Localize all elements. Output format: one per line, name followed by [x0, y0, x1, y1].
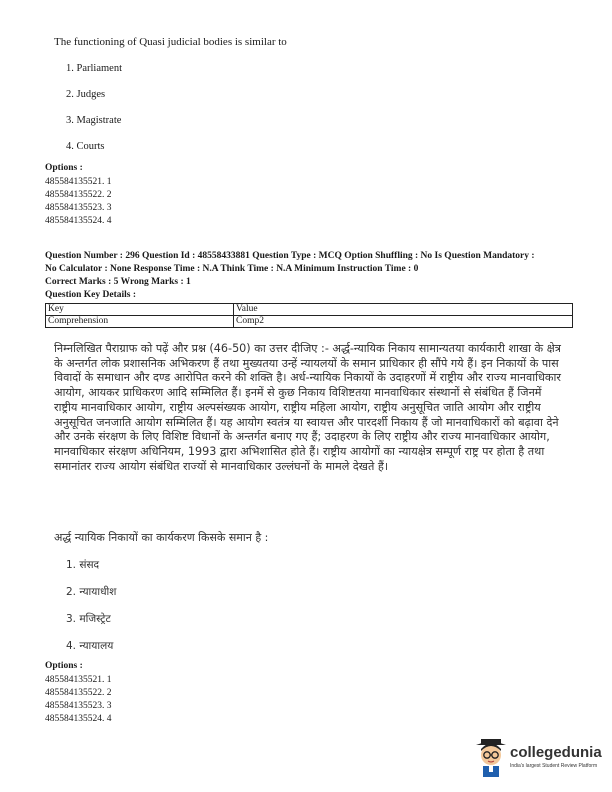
table-cell-value: Comp2 [234, 316, 573, 328]
collegedunia-mascot-icon [474, 738, 508, 778]
meta-line-4: Question Key Details : [45, 290, 137, 300]
option-4: 4. Courts [66, 141, 105, 152]
table-row [46, 316, 573, 328]
hindi-option-3: 3. मजिस्ट्रेट [66, 613, 111, 625]
option-id-1: 485584135521. 1 [45, 177, 112, 187]
option-id-2-3: 485584135523. 3 [45, 701, 112, 711]
option-1: 1. Parliament [66, 63, 122, 74]
options-heading-2: Options : [45, 661, 83, 671]
meta-line-3: Correct Marks : 5 Wrong Marks : 1 [45, 277, 191, 287]
hindi-option-1: 1. संसद [66, 559, 100, 571]
table-cell-key: Comprehension [46, 316, 234, 328]
option-id-2-4: 485584135524. 4 [45, 714, 112, 724]
meta-line-2: No Calculator : None Response Time : N.A Think Time : N.A Minimum Instruction Time : 0 [45, 264, 419, 274]
hindi-option-2: 2. न्यायाधीश [66, 586, 117, 598]
option-3: 3. Magistrate [66, 115, 122, 126]
question-key-table [45, 303, 573, 328]
table-header-row [46, 304, 573, 316]
brand-name: collegedunia [510, 744, 602, 761]
option-id-2-2: 485584135522. 2 [45, 688, 112, 698]
option-id-3: 485584135523. 3 [45, 203, 112, 213]
option-2: 2. Judges [66, 89, 106, 100]
option-id-4: 485584135524. 4 [45, 216, 112, 226]
options-heading: Options : [45, 163, 83, 173]
hindi-question-text: अर्द्ध न्यायिक निकायों का कार्यकरण किसके समान है : [54, 531, 269, 544]
hindi-passage: निम्नलिखित पैराग्राफ को पढ़ें और प्रश्न (46-50) का उत्तर दीजिए :- अर्द्ध-न्यायिक निकाय सामान्यतया कार्यकारी शाखा के क्षेत्र के अन्तर्गत लोक प्रशासनिक अभिकरण हैं तथा मुख्यतया उन्हें न्यायलयों के समान प्राधिकार ही सौंपे गये हैं। इन निकायों के पास विवादों के समाधान और दण्ड आरोपित करने की शक्ति है। अर्ध-न्यायिक निकायों के उदाहरणों में राष्ट्रीय और राज्य मानवाधिकार आयोग, आयकर प्राधिकरण आदि सम्मिलित हैं। इनमें से कुछ निकाय विशिष्टतया मानवाधिकार संस्थानों से संबंधित हैं जिनमें राष्ट्रीय मानवाधिकार आयोग, राष्ट्रीय अल्पसंख्यक आयोग, राष्ट्रीय महिला आयोग, राष्ट्रीय अनुसूचित जाति आयोग और राष्ट्रीय अनुसूचित जनजाति आयोग सम्मिलित हैं। यह आयोग स्वतंत्र या स्वायत्त और पारदर्शी निकाय हैं जो मानवाधिकारों को बढ़ावा देने और उनके संरक्षण के लिए विशिष्ट विधानों के अन्तर्गत बनाए गए हैं; उदाहरण के लिए राष्ट्रीय और राज्य मानवाधिकार आयोग, मानवाधिकार संरक्षण अधिनियम, 1993 द्वारा अभिशासित होते हैं। राष्ट्रीय आयोगों का न्यायक्षेत्र सम्पूर्ण राष्ट्र पर होता है तथा समानांतर राज्य आयोग संबंधित राज्यों से मानवाधिकार उल्लंघनों के मामले देखते हैं। [54, 342, 561, 473]
question-meta [45, 250, 575, 302]
option-id-2-1: 485584135521. 1 [45, 675, 112, 685]
table-header-value: Value [234, 304, 573, 316]
meta-line-1: Question Number : 296 Question Id : 48558433881 Question Type : MCQ Option Shuffling : No Is Question Mandatory : [45, 251, 535, 261]
brand-tagline: India's largest Student Review Platform [510, 763, 598, 769]
option-id-2: 485584135522. 2 [45, 190, 112, 200]
hindi-option-4: 4. न्यायालय [66, 640, 114, 652]
question-text: The functioning of Quasi judicial bodies is similar to [54, 36, 287, 48]
table-header-key: Key [46, 304, 234, 316]
